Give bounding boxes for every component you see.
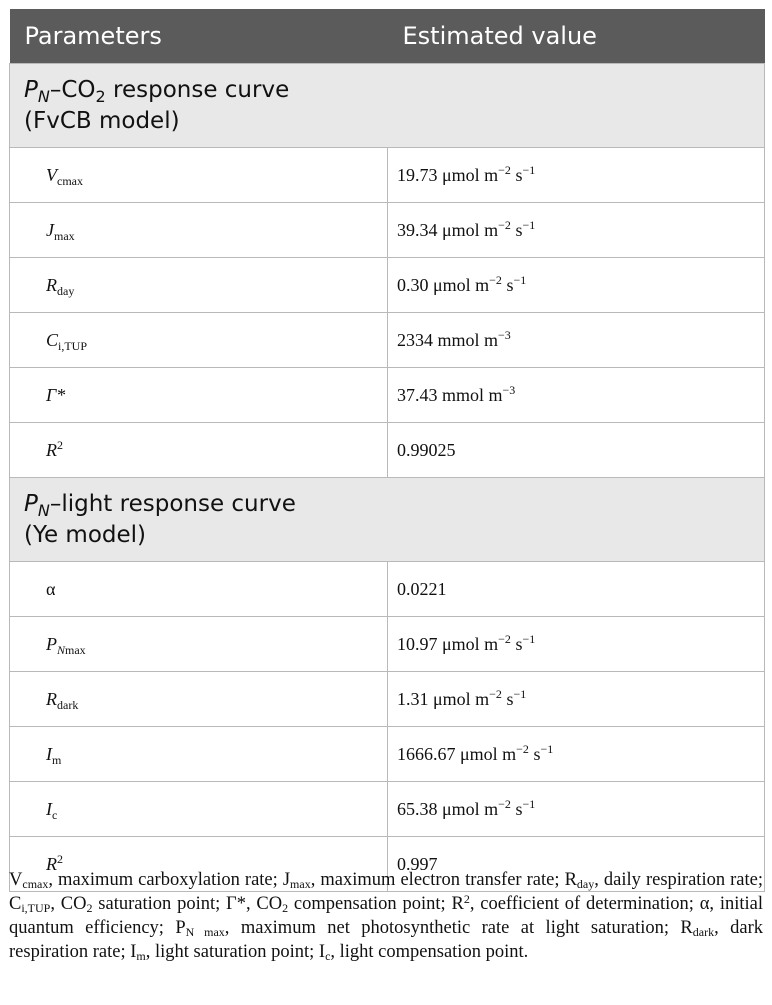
section-row-co2 [10, 64, 765, 148]
value-rday: 0.30 μmol $m^{-2}$ $s^{-1}$ [388, 258, 765, 313]
value-rdark: 1.31 μmol $m^{-2}$ $s^{-1}$ [388, 672, 765, 727]
param-r2-co2: $R^2$ [10, 423, 388, 478]
param-im: $I_m$ [10, 727, 388, 782]
value-r2-light: 0.997 [388, 837, 765, 892]
table-row-pnmax [10, 617, 765, 672]
value-pnmax: 10.97 μmol $m^{-2}$ $s^{-1}$ [388, 617, 765, 672]
param-pnmax: $P_{Nmax}$ [10, 617, 388, 672]
value-r2-co2: 0.99025 [388, 423, 765, 478]
param-alpha: α [10, 562, 388, 617]
param-ic: $I_c$ [10, 782, 388, 837]
value-ic: 65.38 μmol $m^{-2}$ $s^{-1}$ [388, 782, 765, 837]
table-row-alpha [10, 562, 765, 617]
table-header-row [10, 9, 765, 64]
param-vcmax: $V_{cmax}$ [10, 148, 388, 203]
value-im: 1666.67 μmol $m^{-2}$ $s^{-1}$ [388, 727, 765, 782]
table-row-r2-co2 [10, 423, 765, 478]
table-row-citup [10, 313, 765, 368]
table-row-vcmax [10, 148, 765, 203]
header-parameters: Parameters [10, 9, 388, 64]
value-vcmax: 19.73 μmol $m^{-2}$ $s^{-1}$ [388, 148, 765, 203]
param-rdark: $R_{dark}$ [10, 672, 388, 727]
table-row-gamma [10, 368, 765, 423]
table-row-rday [10, 258, 765, 313]
table-row-rdark [10, 672, 765, 727]
table-row-im [10, 727, 765, 782]
parameter-table-container [9, 9, 764, 892]
parameter-table [9, 9, 765, 892]
value-jmax: 39.34 μmol $m^{-2}$ $s^{-1}$ [388, 203, 765, 258]
param-citup: $C_{i,TUP}$ [10, 313, 388, 368]
param-gamma: Γ* [10, 368, 388, 423]
table-row-jmax [10, 203, 765, 258]
table-row-ic [10, 782, 765, 837]
param-jmax: $J_{max}$ [10, 203, 388, 258]
section-heading-light: $P_N$–light response curve (Ye model) [10, 478, 765, 562]
header-estimated-value: Estimated value [388, 9, 765, 64]
param-r2-light: $R^2$ [10, 837, 388, 892]
section-row-light [10, 478, 765, 562]
value-gamma: 37.43 mmol $m^{-3}$ [388, 368, 765, 423]
table-footnote: $V_{cmax}$, maximum carboxylation rate; $J_{max}$, maximum electron transfer rate; $R_{day}$, daily respiration rate; $C_{i,TUP}$, $CO_2$ saturation point; Γ*, $CO_2$ compensation point; $R^2$, coefficient of determination; α, initial quantum efficiency; $P_{N max}$, maximum net photosynthetic rate at light saturation; $R_{dark}$, dark respiration rate; $I_m$, light saturation point; $I_c$, light compensation point. [9, 870, 764, 963]
param-rday: $R_{day}$ [10, 258, 388, 313]
value-citup: 2334 mmol $m^{-3}$ [388, 313, 765, 368]
section-heading-co2: $P_N-CO_2$ response curve (FvCB model) [10, 64, 765, 148]
value-alpha: 0.0221 [388, 562, 765, 617]
